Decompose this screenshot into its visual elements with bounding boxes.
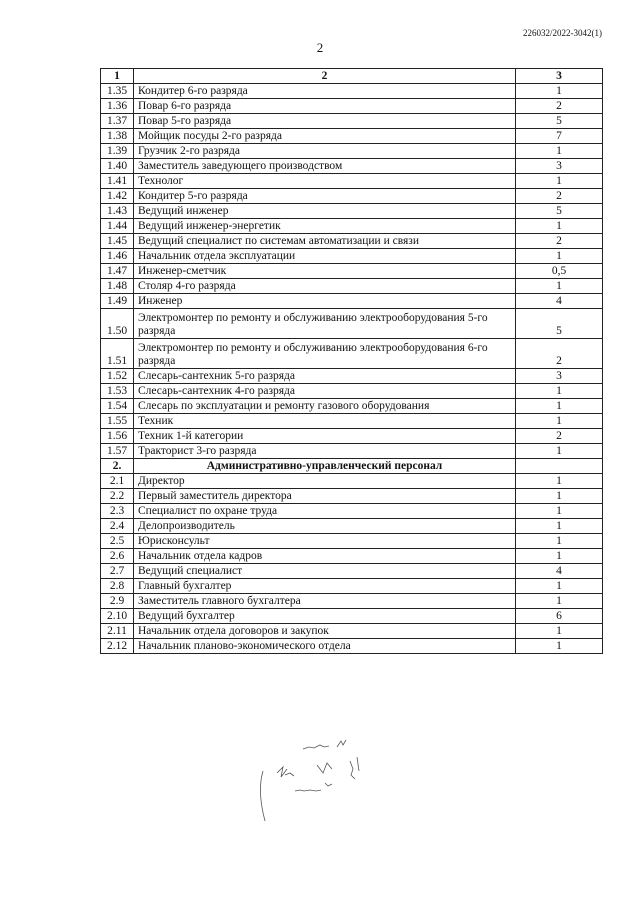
row-position: Административно-управленческий персонал xyxy=(134,459,516,474)
row-position: Начальник отдела договоров и закупок xyxy=(134,624,516,639)
table-row xyxy=(101,189,603,204)
table-row xyxy=(101,414,603,429)
table-row xyxy=(101,84,603,99)
table-row xyxy=(101,534,603,549)
header-col-3: 3 xyxy=(516,69,603,84)
row-quantity: 1 xyxy=(516,144,603,159)
row-position: Директор xyxy=(134,474,516,489)
table-row xyxy=(101,159,603,174)
table-row xyxy=(101,99,603,114)
row-quantity: 4 xyxy=(516,564,603,579)
row-position: Слесарь-сантехник 5-го разряда xyxy=(134,369,516,384)
row-quantity: 2 xyxy=(516,189,603,204)
table-row xyxy=(101,399,603,414)
row-quantity: 5 xyxy=(516,204,603,219)
row-number: 2.9 xyxy=(101,594,134,609)
table-row xyxy=(101,129,603,144)
row-number: 1.35 xyxy=(101,84,134,99)
row-number: 1.57 xyxy=(101,444,134,459)
row-position: Столяр 4-го разряда xyxy=(134,279,516,294)
row-quantity: 1 xyxy=(516,594,603,609)
row-number: 1.45 xyxy=(101,234,134,249)
table-row xyxy=(101,594,603,609)
row-quantity: 7 xyxy=(516,129,603,144)
row-number: 1.52 xyxy=(101,369,134,384)
row-number: 2.2 xyxy=(101,489,134,504)
table-row xyxy=(101,474,603,489)
row-position: Юрисконсульт xyxy=(134,534,516,549)
row-quantity: 1 xyxy=(516,384,603,399)
row-position: Ведущий инженер-энергетик xyxy=(134,219,516,234)
row-quantity: 1 xyxy=(516,579,603,594)
row-position: Специалист по охране труда xyxy=(134,504,516,519)
table-row xyxy=(101,579,603,594)
row-position: Кондитер 5-го разряда xyxy=(134,189,516,204)
row-number: 1.54 xyxy=(101,399,134,414)
row-position: Начальник отдела кадров xyxy=(134,549,516,564)
row-number: 1.56 xyxy=(101,429,134,444)
table-row xyxy=(101,549,603,564)
row-number: 2.6 xyxy=(101,549,134,564)
table-row xyxy=(101,339,603,369)
row-quantity: 1 xyxy=(516,624,603,639)
table-row xyxy=(101,519,603,534)
row-position: Техник 1-й категории xyxy=(134,429,516,444)
row-position: Мойщик посуды 2-го разряда xyxy=(134,129,516,144)
row-quantity: 1 xyxy=(516,174,603,189)
signature-mark xyxy=(255,735,385,825)
row-quantity: 1 xyxy=(516,399,603,414)
row-number: 1.44 xyxy=(101,219,134,234)
row-quantity: 6 xyxy=(516,609,603,624)
row-quantity: 1 xyxy=(516,414,603,429)
row-quantity: 2 xyxy=(516,339,603,369)
row-quantity: 1 xyxy=(516,534,603,549)
row-quantity: 1 xyxy=(516,504,603,519)
page-number: 2 xyxy=(316,40,324,55)
row-position: Ведущий бухгалтер xyxy=(134,609,516,624)
row-quantity: 2 xyxy=(516,99,603,114)
row-position: Электромонтер по ремонту и обслуживанию электрооборудования 6-го разряда xyxy=(134,339,516,369)
row-number: 2. xyxy=(101,459,134,474)
row-position: Заместитель заведующего производством xyxy=(134,159,516,174)
row-position: Повар 6-го разряда xyxy=(134,99,516,114)
table-row xyxy=(101,249,603,264)
row-number: 1.46 xyxy=(101,249,134,264)
table-row xyxy=(101,504,603,519)
row-quantity: 2 xyxy=(516,429,603,444)
row-position: Инженер xyxy=(134,294,516,309)
row-position: Заместитель главного бухгалтера xyxy=(134,594,516,609)
row-number: 2.11 xyxy=(101,624,134,639)
row-position: Ведущий специалист xyxy=(134,564,516,579)
table-row xyxy=(101,624,603,639)
row-position: Главный бухгалтер xyxy=(134,579,516,594)
row-number: 1.40 xyxy=(101,159,134,174)
row-quantity: 2 xyxy=(516,234,603,249)
row-position: Повар 5-го разряда xyxy=(134,114,516,129)
row-number: 2.5 xyxy=(101,534,134,549)
row-position: Ведущий специалист по системам автоматизации и связи xyxy=(134,234,516,249)
row-number: 1.47 xyxy=(101,264,134,279)
row-number: 1.37 xyxy=(101,114,134,129)
row-number: 1.53 xyxy=(101,384,134,399)
section-header-row xyxy=(101,459,603,474)
row-position: Тракторист 3-го разряда xyxy=(134,444,516,459)
row-number: 1.51 xyxy=(101,339,134,369)
document-id: 226032/2022-3042(1) xyxy=(523,28,602,38)
table-row xyxy=(101,174,603,189)
row-position: Грузчик 2-го разряда xyxy=(134,144,516,159)
row-quantity: 4 xyxy=(516,294,603,309)
row-number: 1.38 xyxy=(101,129,134,144)
table-row xyxy=(101,144,603,159)
row-quantity: 3 xyxy=(516,159,603,174)
row-quantity: 1 xyxy=(516,639,603,654)
row-quantity: 5 xyxy=(516,309,603,339)
row-position: Инженер-сметчик xyxy=(134,264,516,279)
row-number: 1.48 xyxy=(101,279,134,294)
row-number: 2.8 xyxy=(101,579,134,594)
row-number: 1.41 xyxy=(101,174,134,189)
row-number: 1.36 xyxy=(101,99,134,114)
row-number: 2.10 xyxy=(101,609,134,624)
row-position: Начальник отдела эксплуатации xyxy=(134,249,516,264)
table-row xyxy=(101,384,603,399)
row-position: Первый заместитель директора xyxy=(134,489,516,504)
row-position: Кондитер 6-го разряда xyxy=(134,84,516,99)
table-row xyxy=(101,204,603,219)
row-number: 1.49 xyxy=(101,294,134,309)
table-row xyxy=(101,609,603,624)
table-row xyxy=(101,264,603,279)
row-number: 2.4 xyxy=(101,519,134,534)
row-position: Слесарь-сантехник 4-го разряда xyxy=(134,384,516,399)
row-number: 2.1 xyxy=(101,474,134,489)
row-number: 1.55 xyxy=(101,414,134,429)
row-quantity: 1 xyxy=(516,444,603,459)
row-quantity: 1 xyxy=(516,549,603,564)
row-quantity: 1 xyxy=(516,519,603,534)
row-number: 1.43 xyxy=(101,204,134,219)
row-number: 2.3 xyxy=(101,504,134,519)
row-position: Начальник планово-экономического отдела xyxy=(134,639,516,654)
table-row xyxy=(101,444,603,459)
table-row xyxy=(101,564,603,579)
table-body xyxy=(101,69,603,654)
row-position: Техник xyxy=(134,414,516,429)
table-row xyxy=(101,429,603,444)
header-col-1: 1 xyxy=(101,69,134,84)
table-row xyxy=(101,219,603,234)
row-quantity: 1 xyxy=(516,219,603,234)
staffing-table xyxy=(100,68,603,654)
row-position: Слесарь по эксплуатации и ремонту газового оборудования xyxy=(134,399,516,414)
row-quantity: 5 xyxy=(516,114,603,129)
row-quantity: 0,5 xyxy=(516,264,603,279)
row-position: Электромонтер по ремонту и обслуживанию электрооборудования 5-го разряда xyxy=(134,309,516,339)
table-row xyxy=(101,114,603,129)
row-number: 1.50 xyxy=(101,309,134,339)
row-position: Технолог xyxy=(134,174,516,189)
table-row xyxy=(101,369,603,384)
row-quantity: 1 xyxy=(516,474,603,489)
row-quantity: 1 xyxy=(516,249,603,264)
table-row xyxy=(101,294,603,309)
row-quantity: 1 xyxy=(516,489,603,504)
row-position: Ведущий инженер xyxy=(134,204,516,219)
row-number: 2.12 xyxy=(101,639,134,654)
row-quantity xyxy=(516,459,603,474)
header-col-2: 2 xyxy=(134,69,516,84)
table-row xyxy=(101,279,603,294)
row-number: 1.42 xyxy=(101,189,134,204)
row-quantity: 1 xyxy=(516,279,603,294)
row-quantity: 3 xyxy=(516,369,603,384)
table-header-row xyxy=(101,69,603,84)
row-number: 1.39 xyxy=(101,144,134,159)
table-row xyxy=(101,639,603,654)
row-position: Делопроизводитель xyxy=(134,519,516,534)
table-row xyxy=(101,309,603,339)
table-row xyxy=(101,234,603,249)
row-number: 2.7 xyxy=(101,564,134,579)
row-quantity: 1 xyxy=(516,84,603,99)
table-row xyxy=(101,489,603,504)
